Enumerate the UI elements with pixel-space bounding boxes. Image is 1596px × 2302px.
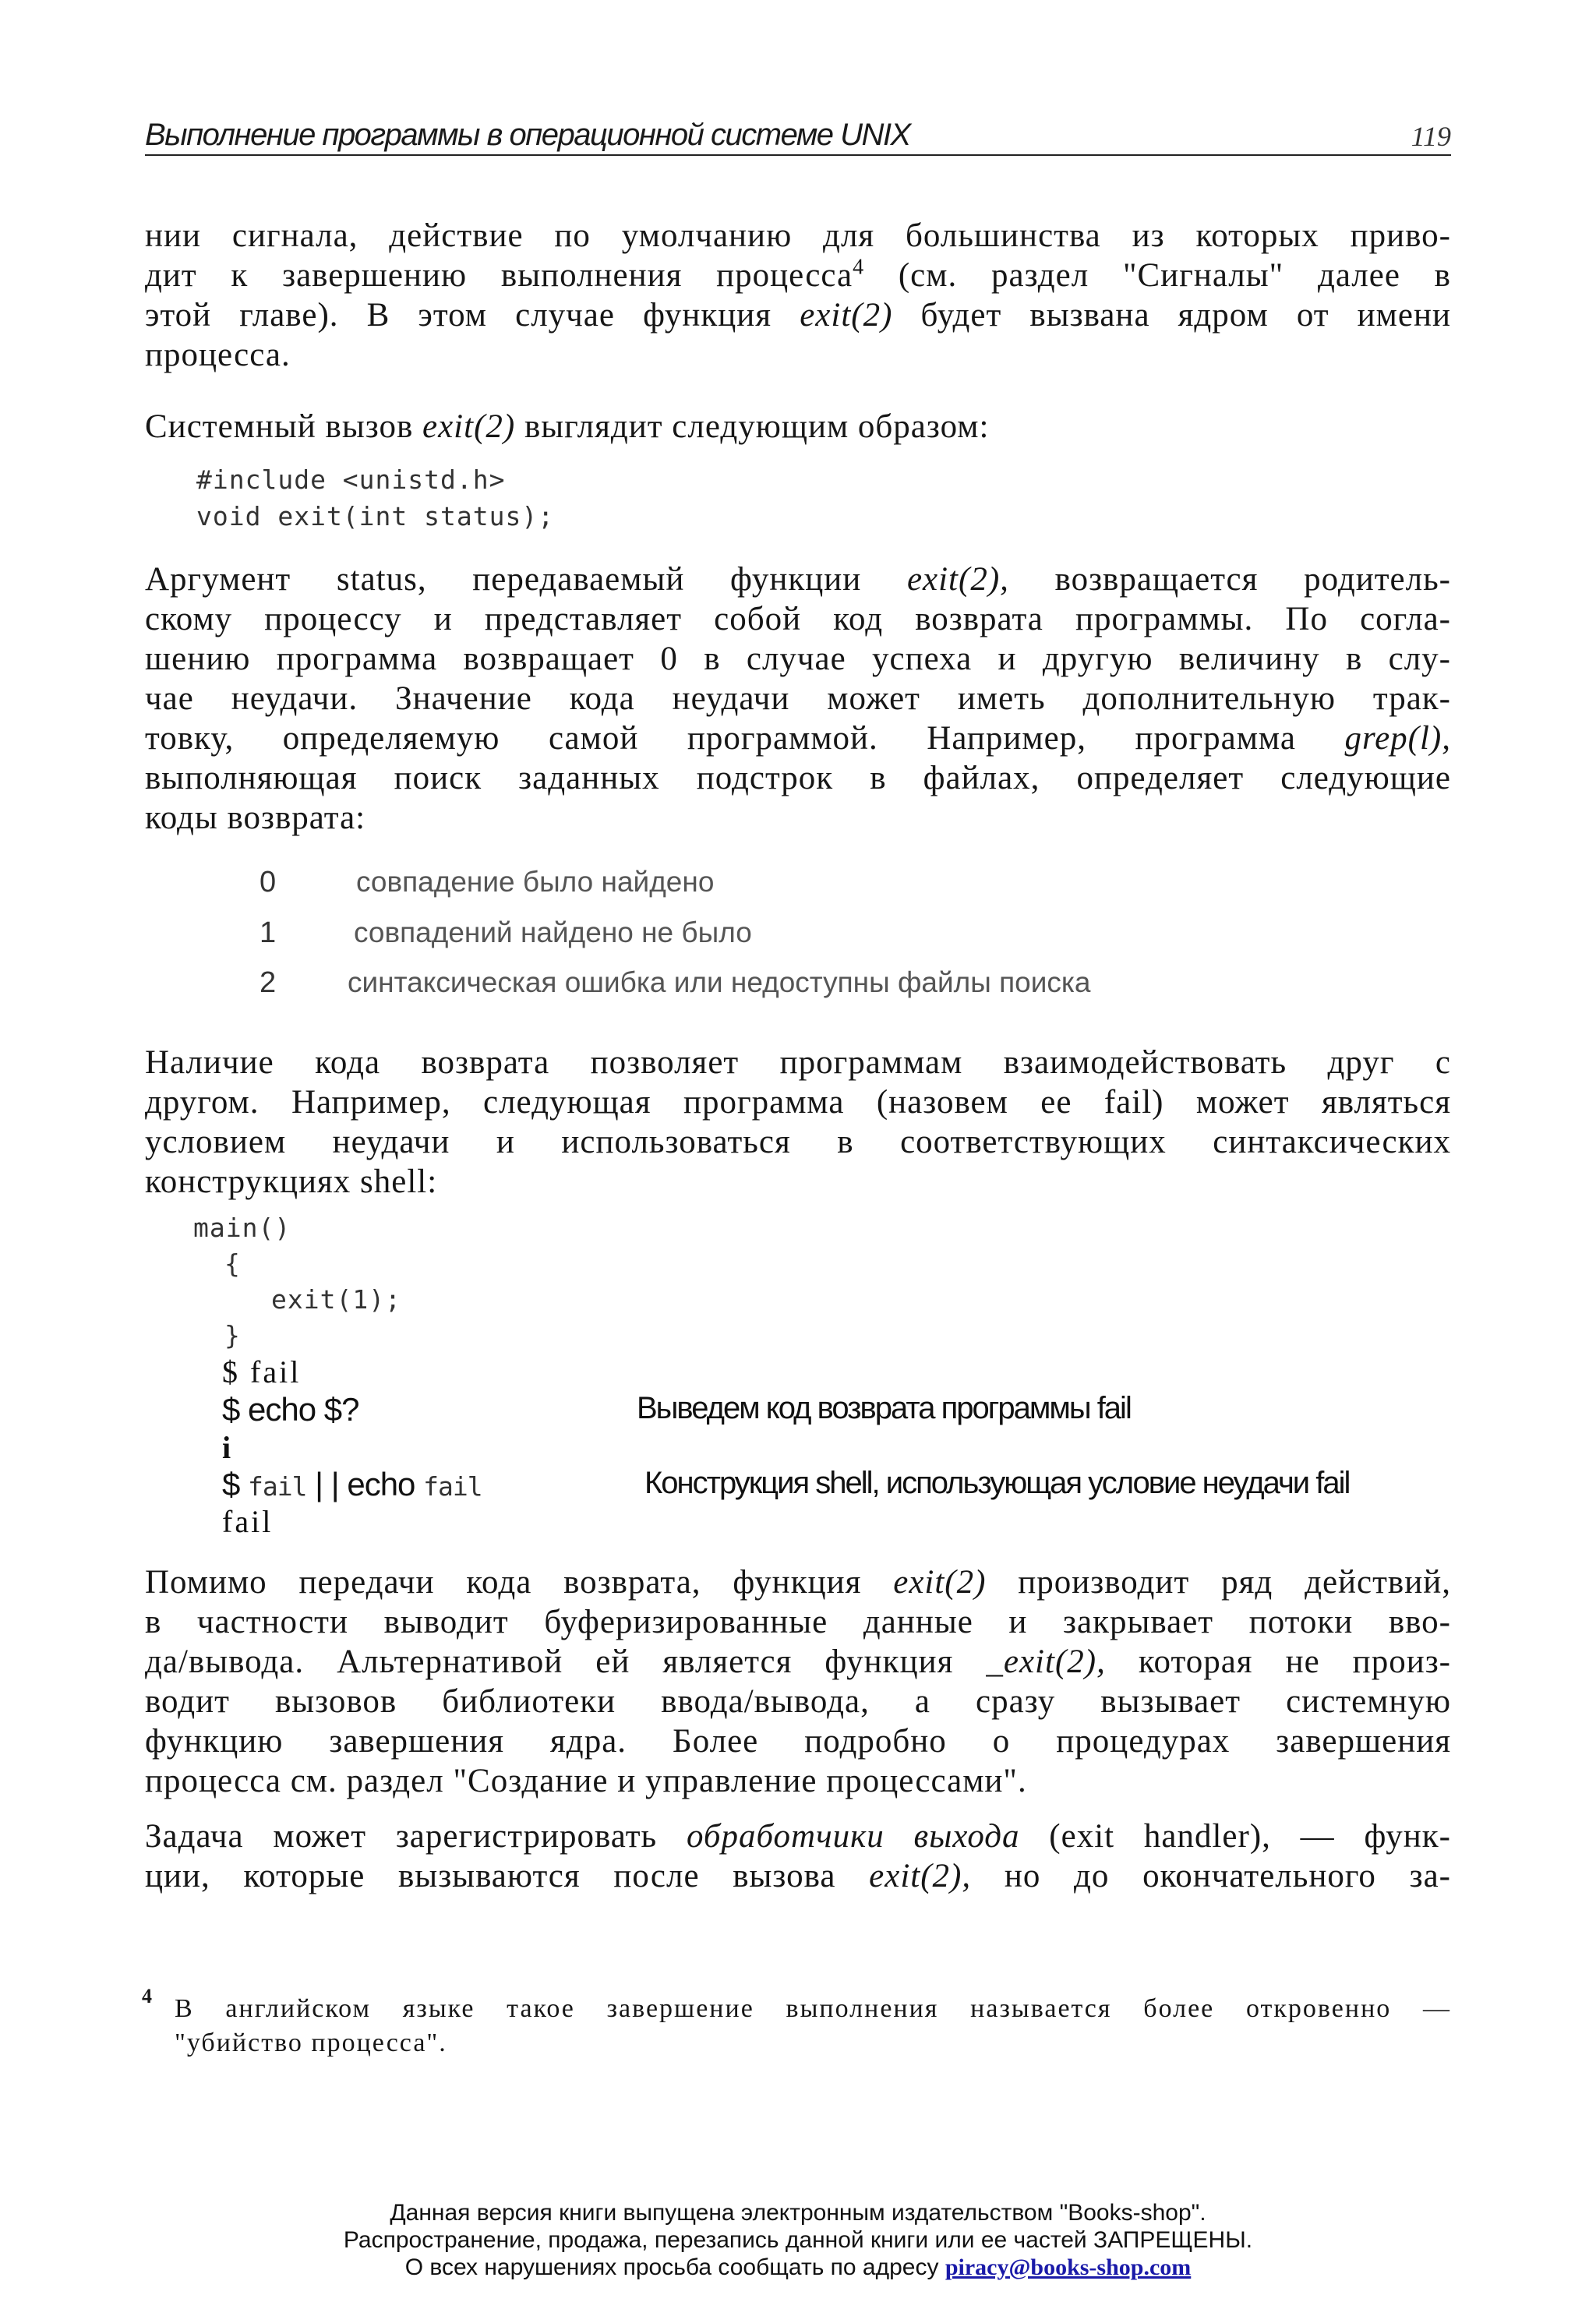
shell-line-fail: $ fail xyxy=(222,1354,302,1389)
text-line: функцию завершения ядра. Более подробно о процедурах завершения xyxy=(145,1723,1451,1760)
paragraph-1 xyxy=(145,216,1451,375)
disclaimer-line: Данная версия книги выпущена электронным издательством "Books-shop". xyxy=(390,2200,1206,2226)
footnote-line: В английском языке такое завершение выполнения называется более откровенно — xyxy=(175,1994,1451,2023)
text-line: чае неудачи. Значение кода неудачи может иметь дополнительную трак- xyxy=(145,680,1451,717)
paragraph-2 xyxy=(145,407,1451,447)
return-code-desc: синтаксическая ошибка или недоступны файлы поиска xyxy=(348,966,1091,998)
return-code: 0 xyxy=(260,866,277,899)
text-line: Системный вызов exit(2) выглядит следующим образом: xyxy=(145,408,990,445)
text-line: дит к завершению выполнения процесса$^4$ (см. раздел "Сигналы" далее в xyxy=(145,255,1451,294)
disclaimer-line: О всех нарушениях просьба сообщать по адресу piracy@books-shop.com xyxy=(404,2254,1192,2280)
return-code-desc: совпадение было найдено xyxy=(356,866,715,898)
code-open-brace: { xyxy=(224,1248,241,1279)
text-line: ции, которые вызываются после вызова exit(2), но до окончательного за- xyxy=(145,1858,1452,1894)
text-line: выполняющая поиск заданных подстрок в файлах, определяет следующие xyxy=(145,760,1451,796)
code-close-brace: } xyxy=(224,1320,241,1350)
text-line: Наличие кода возврата позволяет программам взаимодействовать друг с xyxy=(145,1044,1451,1081)
paragraph-5 xyxy=(145,1562,1451,1801)
text-line: конструкциях shell: xyxy=(145,1163,438,1200)
disclaimer-line: Распространение, продажа, перезапись данной книги или ее частей ЗАПРЕЩЕНЫ. xyxy=(343,2227,1253,2253)
page-number: 119 xyxy=(1411,121,1451,152)
shell-line-echo: $ echo $? xyxy=(222,1391,359,1428)
code-include: #include <unistd.h> xyxy=(196,464,506,495)
text-line: скому процессу и представляет собой код возврата программы. По согла- xyxy=(145,601,1451,637)
shell-comment: Выведем код возврата программы fail xyxy=(637,1391,1131,1425)
text-line: условием неудачи и использоваться в соответствующих синтаксических xyxy=(145,1124,1451,1160)
publisher-disclaimer xyxy=(156,2199,1440,2281)
shell-output: fail xyxy=(222,1504,274,1539)
text-line: процесса. xyxy=(145,337,291,373)
footnote-mark: 4 xyxy=(142,1985,152,2007)
code-main: main() xyxy=(193,1213,291,1243)
footnote-ref: 4 xyxy=(853,255,865,280)
text-line: товку, определяемую самой программой. Например, программа grep(l), xyxy=(145,720,1451,757)
footnote-line: "убийство процесса". xyxy=(175,2028,447,2057)
return-code-desc: совпадений найдено не было xyxy=(354,916,752,948)
footnote xyxy=(175,1992,1451,2060)
paragraph-3 xyxy=(145,560,1451,838)
paragraph-4 xyxy=(145,1043,1451,1202)
return-code: 1 xyxy=(260,916,277,949)
text-line: Помимо передачи кода возврата, функция exit(2) производит ряд действий, xyxy=(145,1564,1452,1601)
text-line: Аргумент status, передаваемый функции exit(2), возвращается родитель- xyxy=(145,561,1451,598)
shell-line-or: $ fail | | echo fail xyxy=(222,1466,482,1502)
text-line: нии сигнала, действие по умолчанию для большинства из которых приво- xyxy=(145,217,1451,254)
code-exit-signature: void exit(int status); xyxy=(196,501,555,531)
text-line: Задача может зарегистрировать обработчики выхода (exit handler), — функ- xyxy=(145,1818,1451,1855)
shell-output: i xyxy=(222,1430,234,1465)
text-line: этой главе). В этом случае функция exit(2) будет вызвана ядром от имени xyxy=(145,297,1451,334)
text-line: в частности выводит буферизированные данные и закрывает потоки вво- xyxy=(145,1604,1451,1640)
text-line: шению программа возвращает 0 в случае успеха и другую величину в слу- xyxy=(145,641,1451,677)
text-line: да/вывода. Альтернативой ей является функция _exit(2), которая не произ- xyxy=(145,1644,1452,1680)
text-line: другом. Например, следующая программа (назовем ее fail) может являться xyxy=(145,1084,1451,1121)
running-header xyxy=(145,115,1451,156)
code-exit-call: exit(1); xyxy=(271,1284,401,1315)
text-line: процесса см. раздел "Создание и управление процессами". xyxy=(145,1763,1027,1799)
shell-comment: Конструкция shell, использующая условие неудачи fail xyxy=(644,1466,1350,1500)
piracy-email-link[interactable]: piracy@books-shop.com xyxy=(945,2254,1192,2280)
text-line: водит вызовов библиотеки ввода/вывода, а сразу вызывает системную xyxy=(145,1683,1451,1720)
text-line: коды возврата: xyxy=(145,800,366,836)
chapter-title: Выполнение программы в операционной системе UNIX xyxy=(145,118,910,152)
return-code: 2 xyxy=(260,966,277,999)
paragraph-6 xyxy=(145,1817,1451,1896)
